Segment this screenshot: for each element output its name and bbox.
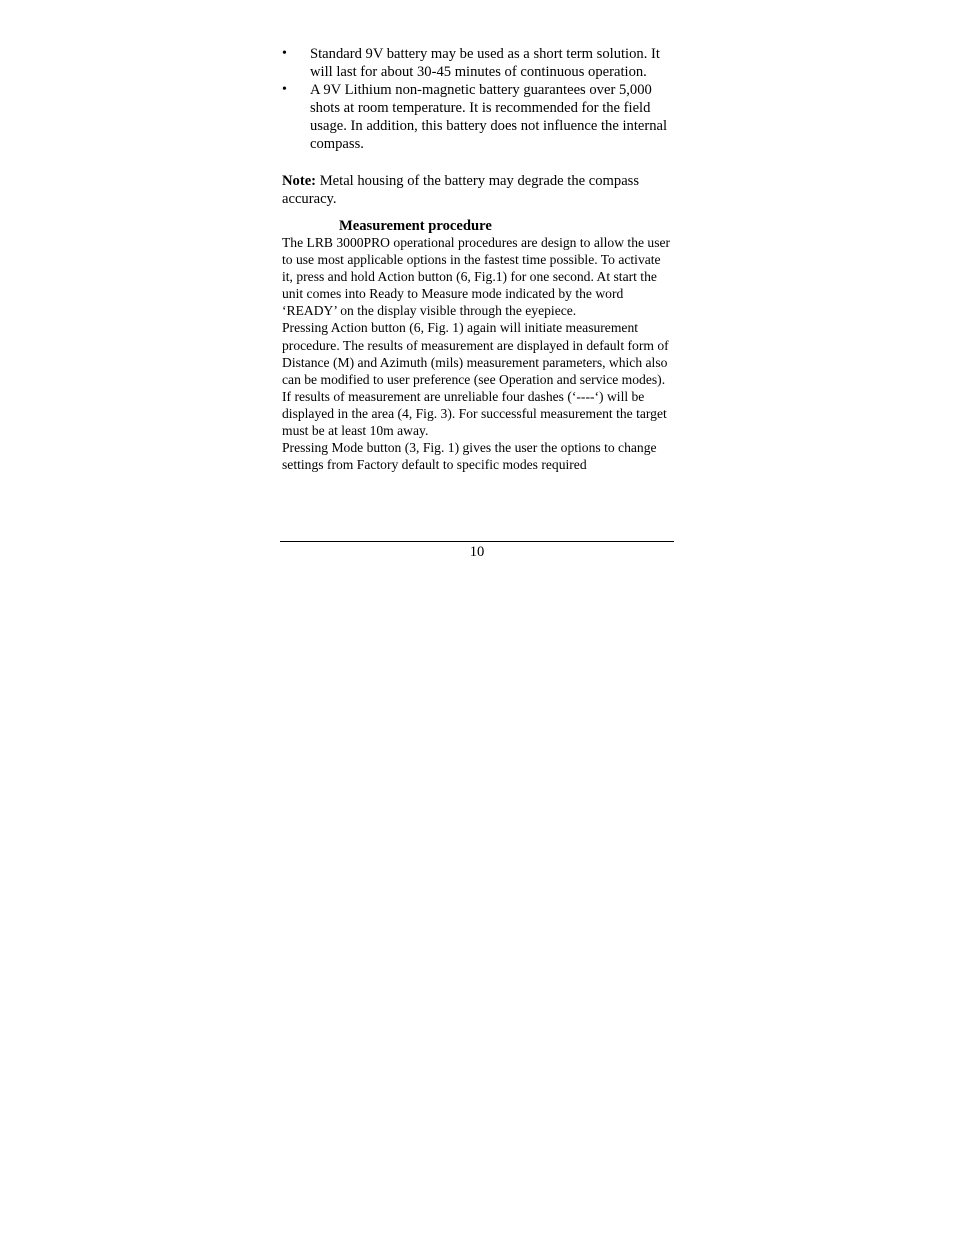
bullet-item-standard-battery	[282, 45, 674, 81]
battery-bullet-list	[282, 45, 674, 154]
bullet-text: Standard 9V battery may be used as a short term solution. It will last for about 30-45 minutes of continuous operation.	[310, 46, 660, 81]
bullet-text: A 9V Lithium non-magnetic battery guarantees over 5,000 shots at room temperature. It is recommended for the field usage. In addition, this battery does not influence the internal compass.	[310, 82, 668, 153]
footer-divider	[280, 541, 674, 542]
paragraph-unreliable-results: If results of measurement are unreliable four dashes (‘----‘) will be displayed in the area (4, Fig. 3). For successful measurement the target must be at least 10m away.	[282, 388, 667, 439]
battery-note	[282, 172, 674, 208]
bullet-item-lithium-battery	[282, 81, 674, 153]
note-text: Metal housing of the battery may degrade the compass accuracy.	[282, 173, 640, 208]
section-title: Measurement procedure	[339, 218, 492, 234]
page-number: 10	[469, 544, 485, 560]
paragraph-mode-button: Pressing Mode button (3, Fig. 1) gives the user the options to change settings from Factory default to specific modes required	[282, 440, 657, 473]
measurement-procedure-body	[282, 234, 674, 473]
bullet-marker: •	[282, 46, 287, 61]
paragraph-measurement: Pressing Action button (6, Fig. 1) again will initiate measurement procedure. The results of measurement are displayed in default form of Distance (M) and Azimuth (mils) measurement parameters, which also can be modified to user preference (see Operation and service modes).	[282, 320, 669, 387]
note-label: Note:	[282, 173, 317, 189]
paragraph-activation: The LRB 3000PRO operational procedures are design to allow the user to use most applicable options in the fastest time possible. To activate it, press and hold Action button (6, Fig.1) for one second. At start the unit comes into Ready to Measure mode indicated by the word ‘READY’ on the display visible through the eyepiece.	[282, 235, 671, 319]
bullet-marker: •	[282, 82, 287, 98]
